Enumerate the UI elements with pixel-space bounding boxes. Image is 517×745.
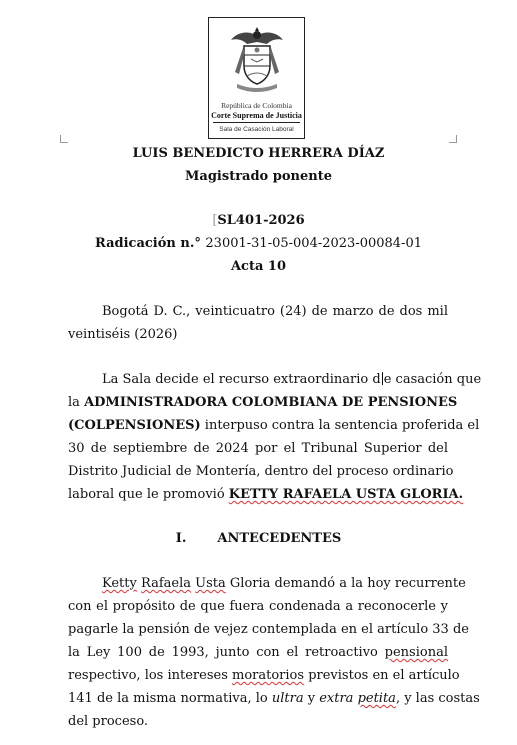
case-number: [0, 213, 517, 228]
emblem-country: República de Colombia: [221, 101, 292, 110]
antecedentes-name-3: Usta: [195, 576, 226, 591]
antecedentes-petita: petita: [357, 691, 396, 706]
antecedentes-extra: extra: [319, 691, 354, 706]
antecedentes-text-4b: pensional: [384, 645, 448, 660]
colombia-coat-of-arms-icon: [227, 26, 287, 98]
section-heading: [0, 531, 517, 546]
antecedentes-text-6a: 141 de la misma normativa, lo: [68, 691, 272, 706]
acta: Acta 10: [230, 259, 287, 274]
antecedentes-text-4a: la Ley 100 de 1993, junto con el retroactivo: [68, 645, 385, 660]
antecedentes-name-2: Rafaela: [141, 576, 192, 591]
text-cursor[interactable]: [382, 372, 383, 385]
antecedentes-line-7: del proceso.: [68, 714, 149, 729]
antecedentes-line-4: [68, 645, 448, 660]
intro-line-1: [68, 372, 482, 387]
intro-text-2a: la: [68, 395, 80, 410]
intro-party-acronym: (COLPENSIONES): [68, 418, 201, 433]
antecedentes-text-1d: Gloria demandó a la hoy recurrente: [225, 576, 466, 591]
crop-mark-left: [60, 135, 68, 143]
intro-line-2: [68, 395, 458, 410]
emblem-chamber: Sala de Casación Laboral: [219, 126, 294, 133]
antecedentes-ultra: ultra: [271, 691, 304, 706]
bookmark-bracket: [: [212, 213, 218, 228]
antecedentes-text-5b: moratorios: [232, 668, 305, 683]
radicacion-value: 23001-31-05-004-2023-00084-01: [205, 236, 422, 251]
antecedentes-name-1: Ketty: [102, 576, 137, 591]
antecedentes-text-5c: previstos en el artículo: [308, 668, 460, 683]
intro-text-3b: interpuso contra la sentencia proferida el: [200, 418, 480, 433]
radicacion: [0, 236, 517, 251]
intro-text-6a: laboral que le promovió: [68, 487, 229, 502]
antecedentes-line-5: [68, 668, 460, 683]
radicacion-label: Radicación n.°: [95, 236, 201, 251]
case-number-text: SL401-2026: [217, 213, 305, 228]
date-line-2: veintiséis (2026): [68, 327, 178, 342]
antecedentes-line-1: [68, 576, 466, 591]
intro-line-6: [68, 487, 464, 502]
antecedentes-text-6f: , y las costas: [395, 691, 480, 706]
emblem-court: Corte Suprema de Justicia: [211, 111, 302, 120]
intro-text-1b: e casación que: [383, 372, 482, 387]
intro-party-name: ADMINISTRADORA COLOMBIANA DE PENSIONES: [84, 395, 458, 410]
magistrate-role: Magistrado ponente: [185, 169, 332, 184]
crop-mark-right: [449, 135, 457, 143]
date-line-1: [68, 304, 448, 319]
magistrate-name: [0, 146, 517, 161]
antecedentes-line-2: con el propósito de que fuera condenada a reconocerle y: [68, 599, 448, 614]
section-number: I.: [175, 531, 187, 546]
court-emblem: [208, 17, 305, 139]
antecedentes-line-3: pagarle la pensión de vejez contemplada en el artículo 33 de: [68, 622, 469, 637]
date-text-1: Bogotá D. C., veinticuatro (24) de marzo de dos mil: [102, 304, 448, 319]
antecedentes-text-6c: y: [303, 691, 320, 706]
emblem-divider: [213, 122, 300, 123]
intro-text-1a: La Sala decide el recurso extraordinario d: [102, 372, 381, 387]
intro-line-3: [68, 418, 480, 433]
antecedentes-text-5a: respectivo, los intereses: [68, 668, 228, 683]
intro-line-5: Distrito Judicial de Montería, dentro del proceso ordinario: [68, 464, 454, 479]
section-title: ANTECEDENTES: [217, 531, 342, 546]
antecedentes-line-6: [68, 691, 480, 706]
intro-plaintiff-name: KETTY RAFAELA USTA GLORIA.: [228, 487, 464, 502]
magistrate-name-text: LUIS BENEDICTO HERRERA DÍAZ: [132, 146, 385, 161]
intro-line-4: 30 de septiembre de 2024 por el Tribunal Superior del: [68, 441, 448, 456]
